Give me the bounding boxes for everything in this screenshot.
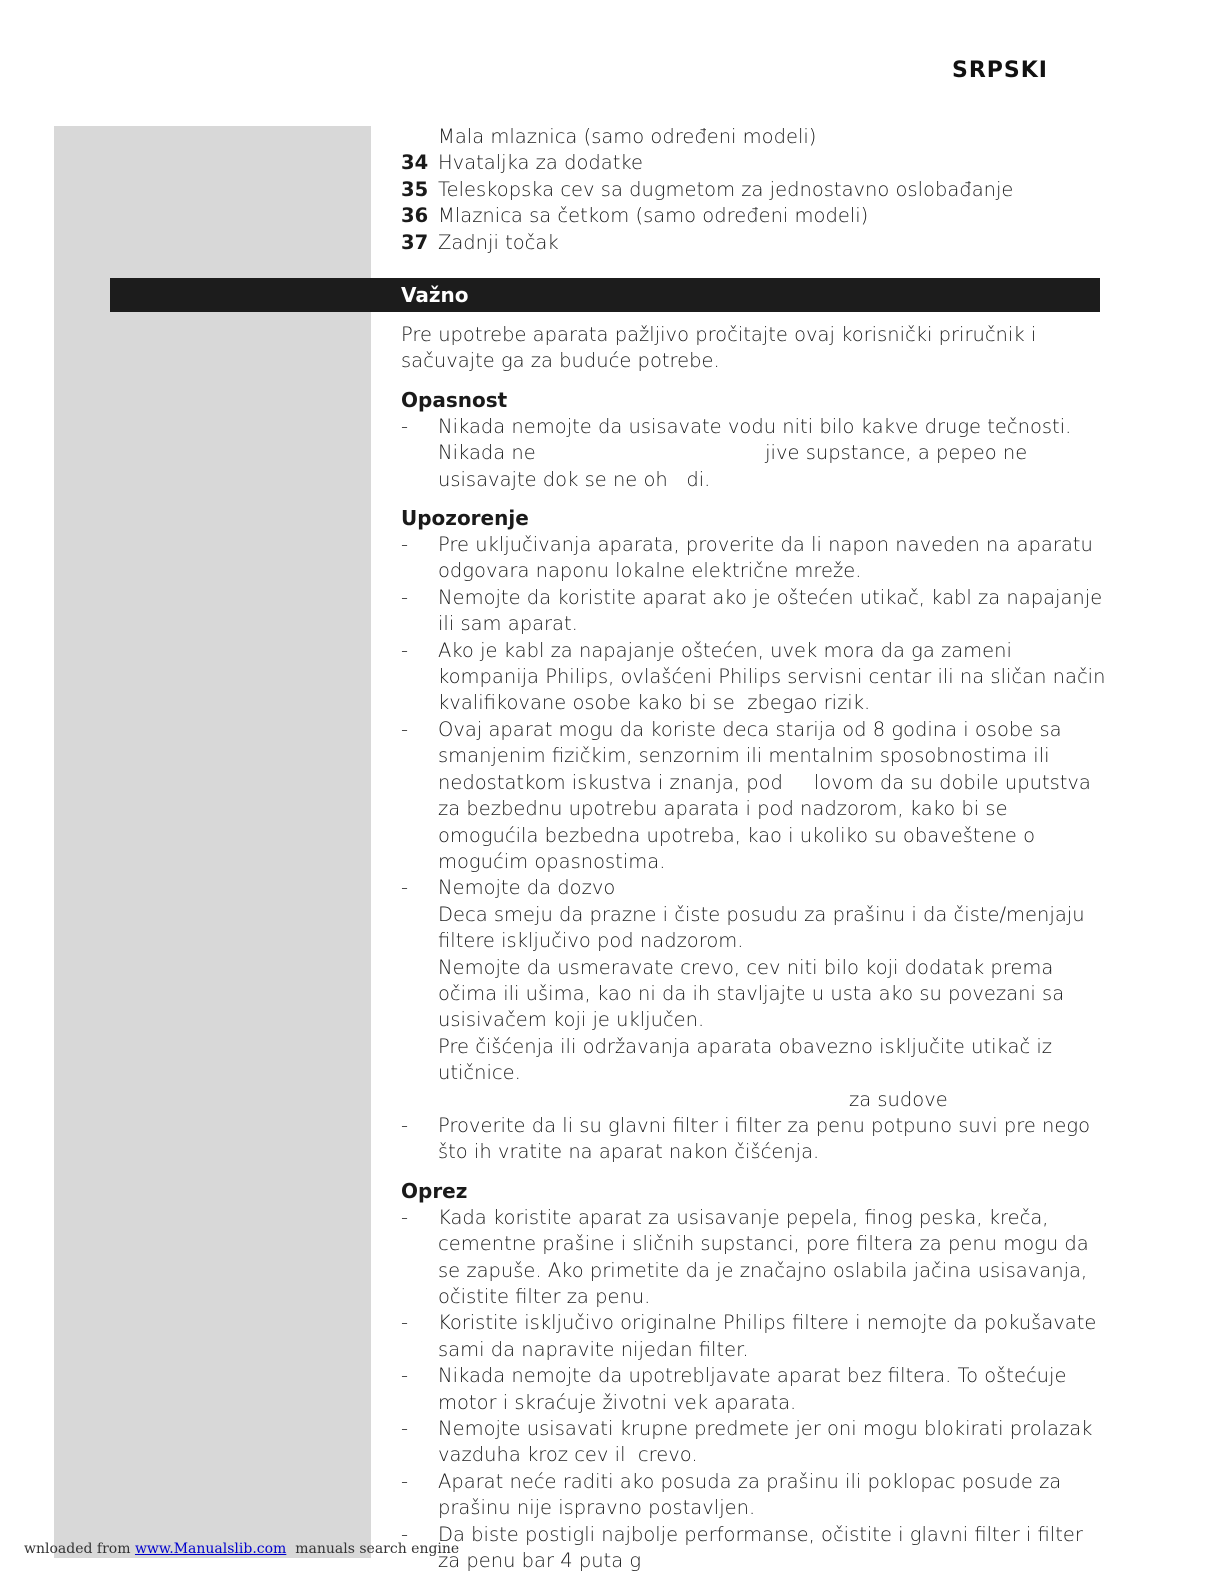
list-item xyxy=(401,177,1121,203)
list-item: - Kada koristite aparat za usisavanje pepela, finog peska, kreča, cementne prašine i sličnih supstanci, pore filtera za penu mogu da se zapuše. Ako primetite da je značajno oslabila jačina usisavanja, očistite filter za penu. xyxy=(401,1205,1089,1308)
list-item: - Ovaj aparat mogu da koriste deca starija od 8 godina i osobe sa smanjenim fizičkim, senzornim ili mentalnim sposobnostima ili nedostatkom iskustva i znanja, pod lovom da su dobile uputstva za bezbednu upotrebu aparata i pod nadzorom, kako bi se omogućila bezbedna upotreba, kao i ukoliko su obaveštene o mogućim opasnostima. xyxy=(401,717,1098,873)
warning-extra-line: Pre čišćenja ili održavanja aparata obavezno isključite utikač iz utičnice. xyxy=(438,1034,1053,1085)
manualslib-link[interactable]: www.Manualslib.com xyxy=(134,1541,287,1557)
list-item: - Nikada nemojte da usisavate vodu niti bilo kakve druge tečnosti. Nikada ne jive supstance, a pepeo ne usisavajte dok se ne oh di. xyxy=(401,414,1078,491)
caution-heading: Oprez xyxy=(401,1178,468,1203)
list-item: - Proverite da li su glavni filter i filter za penu potpuno suvi pre nego što ih vratite na aparat nakon čišćenja. xyxy=(401,1113,1091,1164)
section-heading: Važno xyxy=(110,278,1100,312)
list-item xyxy=(401,150,1121,176)
warning-extra-line: Deca smeju da prazne i čiste posudu za prašinu i da čiste/menjaju filtere isključivo pod nadzorom. xyxy=(438,902,1085,953)
list-item: - Nemojte usisavati krupne predmete jer oni mogu blokirati prolazak vazduha kroz cev il crevo. xyxy=(401,1417,1099,1467)
list-item xyxy=(401,203,1121,229)
part-number: 35 xyxy=(401,177,429,201)
danger-heading: Opasnost xyxy=(401,387,508,412)
warning-extra-line: za sudove xyxy=(849,1087,948,1111)
part-text: Teleskopska cev sa dugmetom za jednostavno oslobađanje xyxy=(438,177,1014,201)
part-text: Hvataljka za dodatke xyxy=(438,151,643,175)
danger-list xyxy=(401,414,1111,493)
part-number: 37 xyxy=(401,230,429,254)
list-item: - Koristite isključivo originalne Philips filtere i nemojte da pokušavate sami da napravite nijedan filter. xyxy=(401,1311,1097,1361)
list-item: - Da biste postigli najbolje performanse, očistite i glavni filter i filter za penu bar 4 puta g xyxy=(401,1522,1083,1573)
list-item: - Pre uključivanja aparata, proverite da li napon naveden na aparatu odgovara naponu lokalne električne mreže. xyxy=(401,533,1093,583)
part-number: 34 xyxy=(401,151,429,175)
list-item: - Nemojte da dozvo Deca smeju da prazne i čiste posudu za prašinu i da čiste/menjaju filtere isključivo pod nadzorom. Nemojte da usmeravate crevo, cev niti bilo koji dodatak prema očima ili ušima, kao ni da ih stavljajte u usta ako su povezani sa usisivačem koji je uključen. Pre čišćenja ili održavanja aparata obavezno isključite utikač iz utičnice. za sudove xyxy=(401,875,1111,1113)
list-item xyxy=(401,230,1121,256)
parts-list xyxy=(401,124,1121,256)
warning-heading: Upozorenje xyxy=(401,506,529,531)
list-item: - Aparat neće raditi ako posuda za prašinu ili poklopac posude za prašinu nije ispravno postavljen. xyxy=(401,1469,1062,1520)
part-text: Mlaznica sa četkom (samo određeni modeli) xyxy=(438,204,869,228)
part-text: Zadnji točak xyxy=(438,230,559,254)
list-item: - Nemojte da koristite aparat ako je oštećen utikač, kabl za napajanje ili sam aparat. xyxy=(401,585,1103,636)
part-number: 36 xyxy=(401,204,429,228)
language-label: SRPSKI xyxy=(952,58,1048,83)
warning-extra-line: Nemojte da usmeravate crevo, cev niti bilo koji dodatak prema očima ili ušima, kao ni da ih stavljajte u usta ako su povezani sa usisivačem koji je uključen. xyxy=(438,955,1065,1032)
section-content xyxy=(401,322,1111,1586)
caution-list xyxy=(401,1205,1111,1575)
intro-paragraph: Pre upotrebe aparata pažljivo pročitajte ovaj korisnički priručnik i sačuvajte ga za buduće potrebe. xyxy=(401,323,1037,373)
warning-list xyxy=(401,532,1111,1166)
part-text: Mala mlaznica (samo određeni modeli) xyxy=(438,125,817,148)
part-number xyxy=(401,124,438,150)
download-footer: wnloaded from www.Manualslib.com manuals search engine xyxy=(24,1541,460,1557)
list-item: - Ako je kabl za napajanje oštećen, uvek mora da ga zameni kompanija Philips, ovlašćeni Philips servisni centar ili na sličan način kvalifikovane osobe kako bi se zbegao rizik. xyxy=(401,638,1112,715)
list-item xyxy=(401,124,1121,150)
list-item: - Nikada nemojte da upotrebljavate aparat bez filtera. To oštećuje motor i skraćuje životni vek aparata. xyxy=(401,1364,1067,1414)
left-margin-band xyxy=(54,126,371,1558)
